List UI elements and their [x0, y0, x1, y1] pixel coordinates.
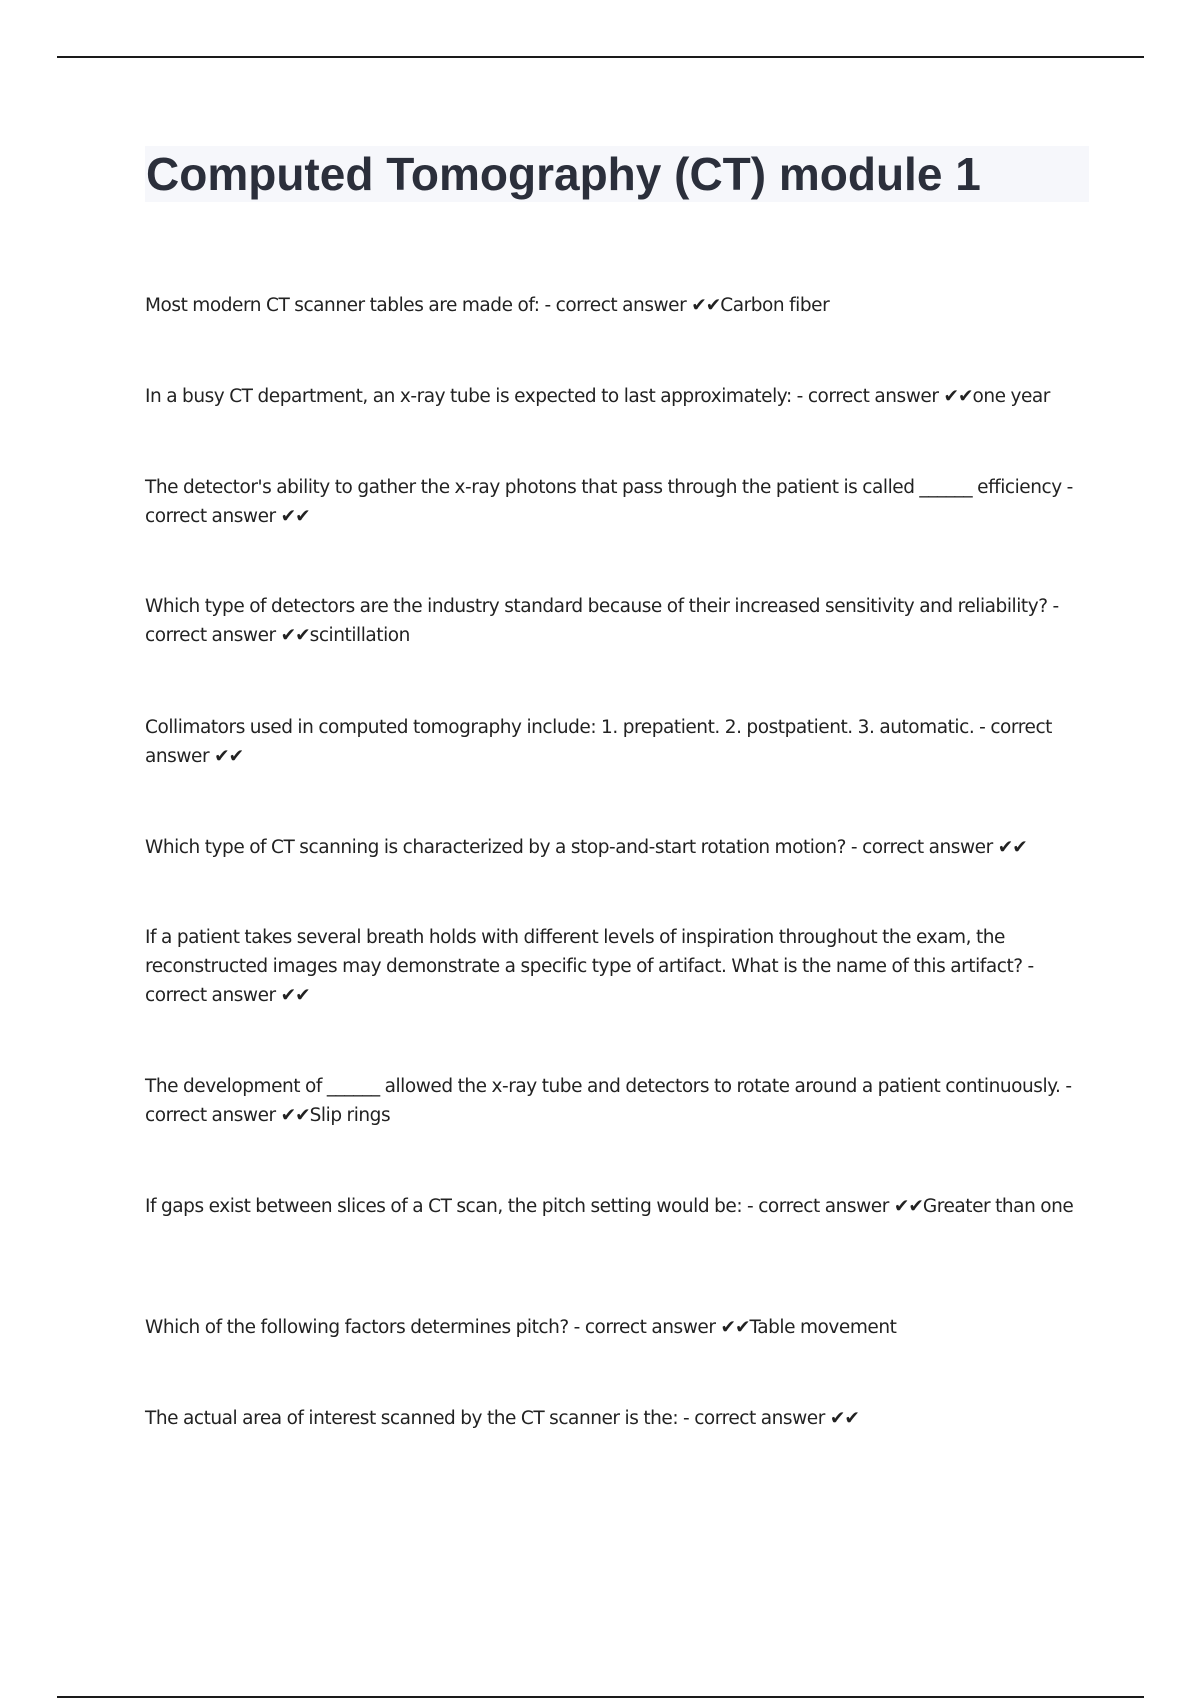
qa-item	[145, 473, 1085, 531]
qa-item	[145, 1192, 1085, 1221]
checkmark-icon: ✔✔	[280, 985, 310, 1006]
checkmark-icon: ✔✔	[691, 295, 721, 316]
qa-answer: Table movement	[749, 1317, 897, 1338]
qa-question: Which type of CT scanning is characterized by a stop-and-start rotation motion? - correct answer	[145, 837, 993, 858]
title-block	[145, 146, 1089, 202]
checkmark-icon: ✔✔	[280, 506, 310, 527]
qa-question: If a patient takes several breath holds with different levels of inspiration throughout the exam, the reconstructed images may demonstrate a specific type of artifact. What is the name of this artifact? - correct answer	[145, 927, 1034, 1006]
document-title: Computed Tomography (CT) module 1	[146, 148, 981, 200]
qa-question: Which of the following factors determines pitch? - correct answer	[145, 1317, 716, 1338]
checkmark-icon: ✔✔	[997, 837, 1027, 858]
qa-item	[145, 291, 1085, 320]
qa-item	[145, 382, 1085, 411]
qa-item	[145, 592, 1085, 650]
checkmark-icon: ✔✔	[280, 1105, 310, 1126]
qa-item	[145, 833, 1085, 862]
qa-item	[145, 1313, 1085, 1342]
header-rule	[57, 56, 1144, 58]
qa-item	[145, 1072, 1085, 1130]
checkmark-icon: ✔✔	[280, 625, 310, 646]
checkmark-icon: ✔✔	[720, 1317, 750, 1338]
qa-item	[145, 923, 1085, 1010]
qa-question: The detector's ability to gather the x-ray photons that pass through the patient is called ______ efficiency - correct answer	[145, 477, 1073, 527]
qa-question: The actual area of interest scanned by the CT scanner is the: - correct answer	[145, 1408, 825, 1429]
qa-item	[145, 1404, 1085, 1433]
footer-rule	[57, 1696, 1144, 1698]
qa-question: Which type of detectors are the industry standard because of their increased sensitivity and reliability? - correct answer	[145, 596, 1059, 646]
checkmark-icon: ✔✔	[829, 1408, 859, 1429]
qa-answer: scintillation	[309, 625, 410, 646]
qa-question: Most modern CT scanner tables are made of: - correct answer	[145, 295, 687, 316]
qa-question: Collimators used in computed tomography include: 1. prepatient. 2. postpatient. 3. automatic. - correct answer	[145, 717, 1052, 767]
qa-answer: Greater than one	[922, 1196, 1074, 1217]
qa-answer: Carbon fiber	[720, 295, 830, 316]
checkmark-icon: ✔✔	[893, 1196, 923, 1217]
qa-question: If gaps exist between slices of a CT scan, the pitch setting would be: - correct answer	[145, 1196, 889, 1217]
checkmark-icon: ✔✔	[214, 746, 244, 767]
qa-answer: Slip rings	[309, 1105, 391, 1126]
qa-item	[145, 713, 1085, 771]
qa-question: The development of ______ allowed the x-ray tube and detectors to rotate around a patient continuously. - correct answer	[145, 1076, 1072, 1126]
qa-answer: one year	[972, 386, 1050, 407]
qa-question: In a busy CT department, an x-ray tube is expected to last approximately: - correct answer	[145, 386, 939, 407]
checkmark-icon: ✔✔	[943, 386, 973, 407]
